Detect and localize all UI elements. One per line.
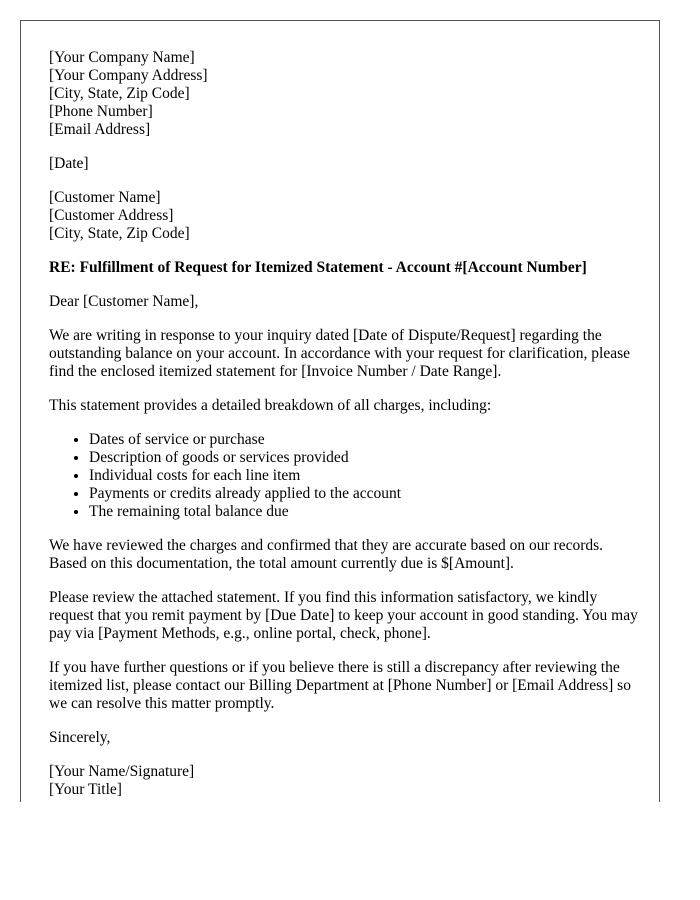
recipient-block <box>49 189 639 243</box>
letter-content <box>49 49 639 799</box>
signature-name: [Your Name/Signature] <box>49 763 195 780</box>
salutation: Dear [Customer Name], <box>49 293 199 310</box>
signature-title: [Your Title] <box>49 781 122 798</box>
sender-city-state-zip: [City, State, Zip Code] <box>49 85 190 102</box>
letter-page <box>20 20 660 802</box>
payment-paragraph: Please review the attached statement. If you find this information satisfactory, we kindly request that you remit payment by [Due Date] to keep your account in good standing. You may pay via [Payment Methods, e.g., online portal, check, phone]. <box>49 589 638 642</box>
reviewed-paragraph: We have reviewed the charges and confirmed that they are accurate based on our records. Based on this documentation, the total amount currently due is $[Amount]. <box>49 537 604 572</box>
closing: Sincerely, <box>49 729 111 746</box>
recipient-address: [Customer Address] <box>49 207 174 224</box>
sender-company-name: [Your Company Name] <box>49 49 195 66</box>
date-block <box>49 155 639 173</box>
list-item: • Individual costs for each line item <box>89 467 639 485</box>
list-item: • Description of goods or services provided <box>89 449 639 467</box>
list-item: • Payments or credits already applied to the account <box>89 485 639 503</box>
sender-block <box>49 49 639 139</box>
intro-paragraph: We are writing in response to your inquiry dated [Date of Dispute/Request] regarding the outstanding balance on your account. In accordance with your request for clarification, please find the enclosed itemized statement for [Invoice Number / Date Range]. <box>49 327 631 380</box>
letter-date: [Date] <box>49 155 89 172</box>
list-item: • The remaining total balance due <box>89 503 639 521</box>
contact-paragraph: If you have further questions or if you believe there is still a discrepancy after reviewing the itemized list, please contact our Billing Department at [Phone Number] or [Email Address] so we can resolve this matter promptly. <box>49 659 631 712</box>
signature-block <box>49 763 639 799</box>
breakdown-list <box>49 431 639 521</box>
sender-email: [Email Address] <box>49 121 151 138</box>
subject-line: RE: Fulfillment of Request for Itemized Statement - Account #[Account Number] <box>49 259 587 276</box>
sender-phone: [Phone Number] <box>49 103 153 120</box>
breakdown-lead-paragraph: This statement provides a detailed breakdown of all charges, including: <box>49 397 492 414</box>
recipient-city-state-zip: [City, State, Zip Code] <box>49 225 190 242</box>
list-item: • Dates of service or purchase <box>89 431 639 449</box>
sender-company-address: [Your Company Address] <box>49 67 208 84</box>
recipient-name: [Customer Name] <box>49 189 161 206</box>
